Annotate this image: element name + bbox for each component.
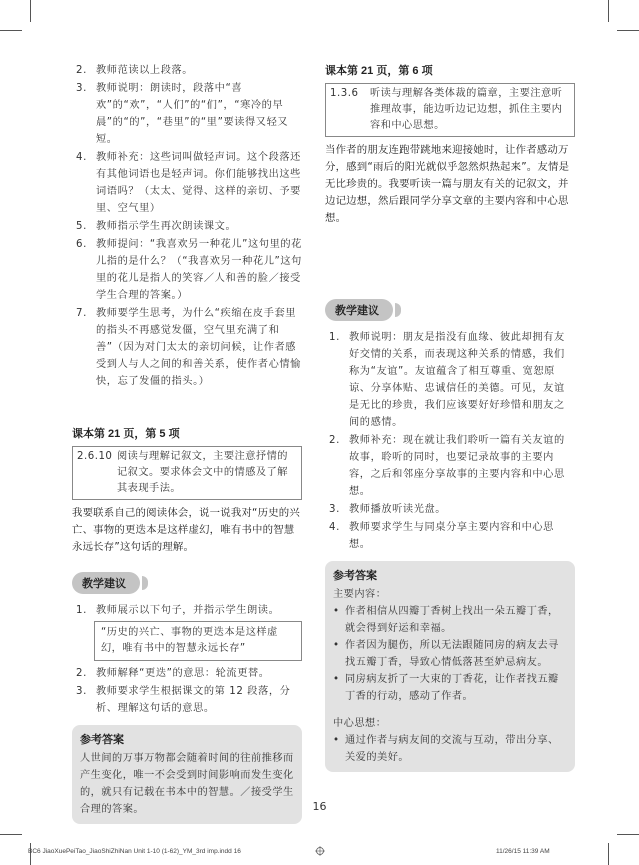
list-item: [72, 665, 302, 682]
list-item: [72, 149, 302, 217]
answer-bullet-text: 同房病友折了一大束的丁香花，让作者找五瓣丁香的行动，感动了作者。: [345, 674, 559, 702]
standard-code: 1.3.6: [330, 88, 359, 99]
list-item-number: 1.: [329, 332, 340, 343]
answer-subheading: 主要内容：: [333, 589, 387, 600]
bullet-dot-icon: •: [333, 735, 340, 746]
list-item-number: 3.: [76, 686, 87, 697]
answer-bullet: [333, 732, 567, 766]
teaching-suggestion-label: 教学建议: [72, 572, 140, 594]
right-column: [325, 62, 575, 772]
page-number: 16: [312, 800, 327, 813]
answer-bullet: [333, 637, 567, 671]
standard-box: [325, 83, 575, 137]
teaching-steps-list: [72, 602, 302, 619]
intro-paragraph: 当作者的朋友连跑带跳地来迎接她时，让作者感动万分，感到“雨后的阳光就似乎忽然炽热起来”。友情是无比珍贵的。我要听读一篇与朋友有关的记叙文，并边记边想，然后跟同学分享文章的主要内容和中心思想。: [325, 144, 570, 224]
list-item-text: 教师范读以上段落。: [96, 65, 194, 76]
list-item: [72, 218, 302, 235]
list-item: [325, 432, 575, 500]
reference-answer-text: 人世间的万事万物都会随着时间的往前推移而产生变化，唯一不会受到时间影响而发生变化的，就只有记载在书本中的智慧。／接受学生合理的答案。: [80, 753, 294, 815]
answer-bullet-text: 通过作者与病友间的交流与互动，带出分享、关爱的美好。: [345, 735, 559, 763]
list-item-number: 4.: [76, 152, 87, 163]
crop-mark: [608, 843, 609, 865]
bullet-dot-icon: •: [333, 606, 340, 617]
list-item-text: 教师要求学生与同桌分享主要内容和中心思想。: [349, 522, 554, 550]
registration-mark-icon: [315, 846, 325, 856]
list-item: [72, 236, 302, 304]
standard-text: 听读与理解各类体裁的篇章，主要注意听推理故事，能边听边记边想，抓住主要内容和中心思想。: [370, 88, 563, 131]
answer-bullet-text: 作者因为腿伤，所以无法跟随同房的病友去寻找五瓣丁香，导致心情低落甚至妒忌病友。: [345, 640, 559, 668]
crop-mark: [617, 834, 639, 835]
list-item: [325, 501, 575, 518]
list-item-number: 4.: [329, 522, 340, 533]
list-item-text: 教师要学生思考，为什么“疾缩在皮手套里的指头不再感觉发僵，空气里充满了和善”（因为对门太太的亲切问候，让作者感受到人与人之间的和善关系，使作者心情愉快，忘了发僵的指头。）: [96, 308, 301, 387]
list-item-text: 教师补充：这些词叫做轻声词。这个段落还有其他词语也是轻声词。你们能够找出这些词语吗？（太太、觉得、这样的亲切、予要里、空气里）: [96, 152, 301, 214]
answer-bullet: [333, 671, 567, 705]
print-slug-timestamp: 11/26/15 11:39 AM: [496, 848, 550, 855]
list-item-text: 教师解释“更迭”的意思：轮流更替。: [96, 668, 270, 679]
list-item-number: 2.: [76, 668, 87, 679]
list-item-number: 3.: [76, 83, 87, 94]
list-item-text: 教师提问：“我喜欢另一种花儿”这句里的花儿指的是什么？（“我喜欢另一种花儿”这句里的花儿是指人的笑容／人和善的脸／接受学生合理的答案。）: [96, 239, 302, 301]
reference-answer-title: 参考答案: [80, 734, 124, 746]
answer-subheading: 中心思想：: [333, 718, 387, 729]
section-title: 课本第 21 页，第 5 项: [72, 428, 180, 440]
list-item: [72, 602, 302, 619]
print-slug-filename: BC6 JiaoXuePeiTao_JiaoShiZhiNan Unit 1-10 (1-62)_YM_3rd imp.indd 16: [28, 848, 241, 855]
crop-mark: [0, 834, 22, 835]
answer-bullet-text: 作者相信从四瓣丁香树上找出一朵五瓣丁香，就会得到好运和幸福。: [345, 606, 559, 634]
list-item-text: 教师指示学生再次朗读课文。: [96, 221, 237, 232]
list-item-text: 教师展示以下句子，并指示学生朗读。: [96, 605, 280, 616]
intro-paragraph: 我要联系自己的阅读体会，说一说我对“历史的兴亡、事物的更迭本是这样虚幻，唯有书中的智慧永远长存”这句话的理解。: [72, 507, 300, 553]
standard-code: 2.6.10: [77, 451, 113, 462]
list-item: [72, 80, 302, 148]
list-item-number: 5.: [76, 221, 87, 232]
reference-answer-title: 参考答案: [333, 570, 377, 582]
standard-box: [72, 446, 302, 500]
answer-bullet: [333, 603, 567, 637]
bullet-dot-icon: •: [333, 640, 340, 651]
teaching-steps-list: [72, 665, 302, 717]
list-item-text: 教师说明：朗读时，段落中“喜欢”的“欢”，“人们”的“们”，“寒冷的早晨”的“的”，“巷里”的“里”要读得又轻又短。: [96, 83, 289, 145]
list-item-text: 教师补充：现在就让我们聆听一篇有关友谊的故事，聆听的同时，也要记录故事的主要内容，之后和邻座分享故事的主要内容和中心思想。: [349, 435, 565, 497]
list-item-text: 教师说明：朋友是指没有血缘、彼此却拥有友好交情的关系，而表现这种关系的情感，我们称为“友谊”。友谊蕴含了相互尊重、宽恕原谅、分享体贴、忠诚信任的美德。可见，友谊是无比的珍贵，我们应该要好好珍惜和朋友之间的感情。: [349, 332, 565, 428]
reference-answer-box: [325, 561, 575, 772]
left-column: [72, 62, 302, 824]
list-item-number: 3.: [329, 504, 340, 515]
list-item-text: 教师要求学生根据课文的第 12 段落，分析、理解这句话的意思。: [96, 686, 291, 714]
list-item: [72, 683, 302, 717]
list-item-number: 2.: [76, 65, 87, 76]
bullet-dot-icon: •: [333, 674, 340, 685]
crop-mark: [617, 30, 639, 31]
crop-mark: [0, 30, 22, 31]
list-item: [325, 519, 575, 553]
standard-text: 阅读与理解记叙文，主要注意抒情的记叙文。要求体会文中的情感及了解其表现手法。: [117, 451, 288, 494]
list-item: [72, 305, 302, 390]
teaching-steps-list: [325, 329, 575, 553]
list-item-number: 7.: [76, 308, 87, 319]
list-item-number: 1.: [76, 605, 87, 616]
answer-bullet-list: [333, 603, 567, 705]
crop-mark: [30, 0, 31, 22]
list-item: [72, 62, 302, 79]
list-item-text: 教师播放听读光盘。: [349, 504, 447, 515]
quote-box: “历史的兴亡、事物的更迭本是这样虚幻，唯有书中的智慧永远长存”: [94, 621, 302, 661]
list-item-number: 2.: [329, 435, 340, 446]
section-title: 课本第 21 页，第 6 项: [325, 65, 433, 77]
list-item-number: 6.: [76, 239, 87, 250]
list-item: [325, 329, 575, 431]
teaching-steps-list: [72, 62, 302, 390]
teaching-suggestion-label: 教学建议: [325, 299, 393, 321]
crop-mark: [608, 0, 609, 22]
answer-bullet-list: [333, 732, 567, 766]
